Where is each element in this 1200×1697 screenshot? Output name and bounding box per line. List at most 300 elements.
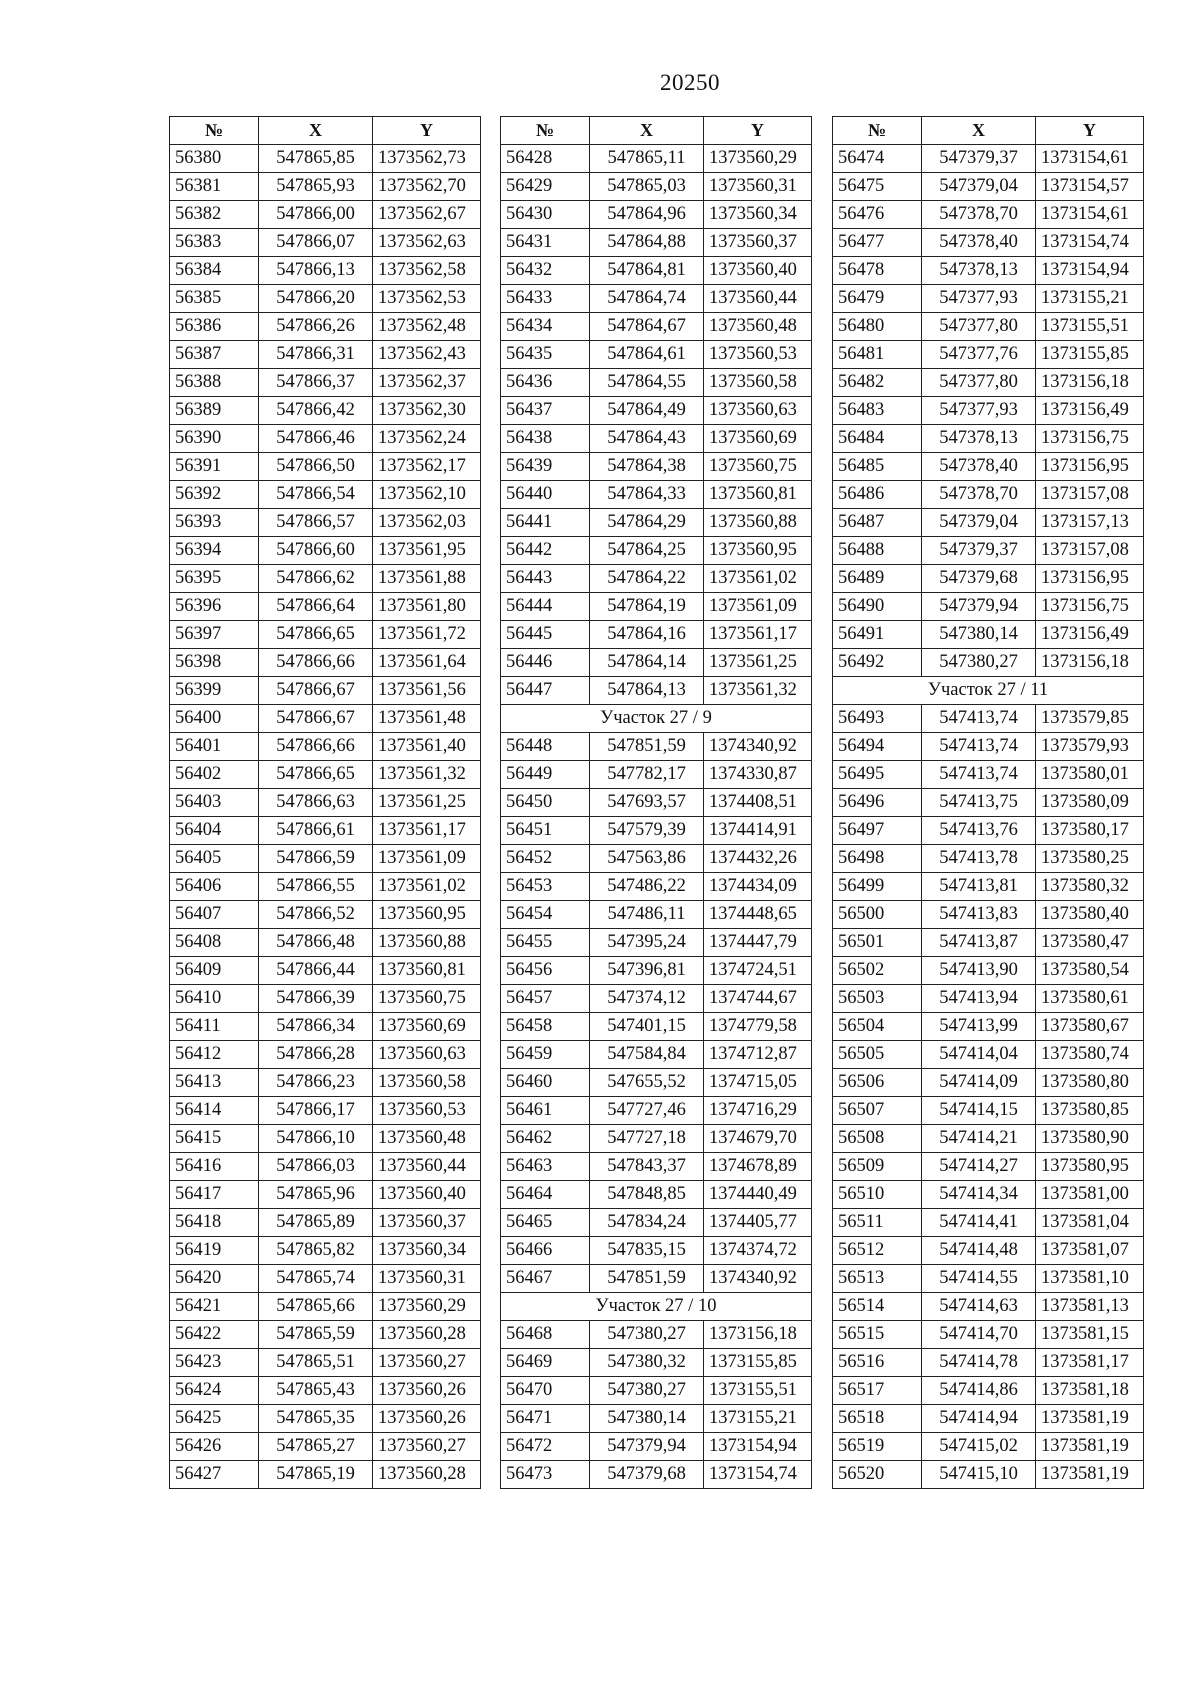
table-row: [833, 201, 1144, 229]
table-row: [170, 761, 481, 789]
point-number-cell: 56441: [501, 509, 590, 537]
table-row: [501, 1013, 812, 1041]
point-number-cell: 56408: [170, 929, 259, 957]
table-row: [833, 1069, 1144, 1097]
x-coordinate-cell: 547866,23: [259, 1069, 373, 1097]
table-row: [170, 285, 481, 313]
point-number-cell: 56511: [833, 1209, 922, 1237]
x-coordinate-cell: 547378,40: [922, 453, 1036, 481]
section-header-row: [833, 677, 1144, 705]
table-row: [833, 285, 1144, 313]
table-row: [833, 481, 1144, 509]
point-number-cell: 56445: [501, 621, 590, 649]
point-number-cell: 56481: [833, 341, 922, 369]
table-row: [833, 593, 1144, 621]
table-row: [501, 369, 812, 397]
table-row: [170, 229, 481, 257]
y-coordinate-cell: 1373155,21: [704, 1405, 812, 1433]
x-coordinate-cell: 547866,67: [259, 705, 373, 733]
point-number-cell: 56398: [170, 649, 259, 677]
y-coordinate-cell: 1373561,56: [373, 677, 481, 705]
x-coordinate-cell: 547866,34: [259, 1013, 373, 1041]
point-number-cell: 56422: [170, 1321, 259, 1349]
table-row: [170, 901, 481, 929]
x-coordinate-cell: 547866,13: [259, 257, 373, 285]
point-number-cell: 56417: [170, 1181, 259, 1209]
x-coordinate-cell: 547377,93: [922, 397, 1036, 425]
table-row: [170, 1265, 481, 1293]
table-row: [501, 761, 812, 789]
x-coordinate-cell: 547865,51: [259, 1349, 373, 1377]
header-number: №: [833, 117, 922, 145]
y-coordinate-cell: 1373157,08: [1036, 481, 1144, 509]
point-number-cell: 56484: [833, 425, 922, 453]
table-row: [170, 369, 481, 397]
table-row: [833, 1293, 1144, 1321]
y-coordinate-cell: 1373156,95: [1036, 565, 1144, 593]
table-row: [833, 621, 1144, 649]
x-coordinate-cell: 547866,67: [259, 677, 373, 705]
x-coordinate-cell: 547864,81: [590, 257, 704, 285]
x-coordinate-cell: 547864,88: [590, 229, 704, 257]
table-row: [501, 537, 812, 565]
point-number-cell: 56459: [501, 1041, 590, 1069]
x-coordinate-cell: 547866,10: [259, 1125, 373, 1153]
point-number-cell: 56383: [170, 229, 259, 257]
table-row: [501, 845, 812, 873]
y-coordinate-cell: 1373154,74: [704, 1461, 812, 1489]
x-coordinate-cell: 547378,13: [922, 425, 1036, 453]
x-coordinate-cell: 547851,59: [590, 1265, 704, 1293]
x-coordinate-cell: 547413,90: [922, 957, 1036, 985]
table-row: [501, 481, 812, 509]
point-number-cell: 56460: [501, 1069, 590, 1097]
table-row: [833, 817, 1144, 845]
table-row: [170, 1405, 481, 1433]
point-number-cell: 56471: [501, 1405, 590, 1433]
coordinates-table-1: [169, 116, 481, 1489]
point-number-cell: 56442: [501, 537, 590, 565]
table-row: [501, 817, 812, 845]
y-coordinate-cell: 1373560,44: [373, 1153, 481, 1181]
table-row: [501, 565, 812, 593]
x-coordinate-cell: 547693,57: [590, 789, 704, 817]
y-coordinate-cell: 1373560,88: [704, 509, 812, 537]
point-number-cell: 56510: [833, 1181, 922, 1209]
table-row: [170, 593, 481, 621]
header-y: Y: [704, 117, 812, 145]
x-coordinate-cell: 547379,37: [922, 537, 1036, 565]
table-row: [501, 1041, 812, 1069]
table-row: [170, 1349, 481, 1377]
x-coordinate-cell: 547865,85: [259, 145, 373, 173]
table-row: [501, 509, 812, 537]
table-row: [833, 873, 1144, 901]
table-row: [501, 621, 812, 649]
table-row: [501, 1461, 812, 1489]
x-coordinate-cell: 547413,83: [922, 901, 1036, 929]
table-row: [170, 201, 481, 229]
x-coordinate-cell: 547413,99: [922, 1013, 1036, 1041]
y-coordinate-cell: 1373560,63: [704, 397, 812, 425]
point-number-cell: 56388: [170, 369, 259, 397]
header-y: Y: [1036, 117, 1144, 145]
x-coordinate-cell: 547380,27: [922, 649, 1036, 677]
table-row: [501, 1181, 812, 1209]
table-row: [501, 1321, 812, 1349]
x-coordinate-cell: 547401,15: [590, 1013, 704, 1041]
point-number-cell: 56516: [833, 1349, 922, 1377]
x-coordinate-cell: 547414,86: [922, 1377, 1036, 1405]
y-coordinate-cell: 1373580,54: [1036, 957, 1144, 985]
x-coordinate-cell: 547866,66: [259, 649, 373, 677]
x-coordinate-cell: 547379,68: [590, 1461, 704, 1489]
point-number-cell: 56421: [170, 1293, 259, 1321]
point-number-cell: 56500: [833, 901, 922, 929]
header-x: X: [259, 117, 373, 145]
table-row: [833, 957, 1144, 985]
y-coordinate-cell: 1373154,57: [1036, 173, 1144, 201]
x-coordinate-cell: 547866,62: [259, 565, 373, 593]
y-coordinate-cell: 1374447,79: [704, 929, 812, 957]
y-coordinate-cell: 1374374,72: [704, 1237, 812, 1265]
y-coordinate-cell: 1373560,40: [704, 257, 812, 285]
table-row: [170, 1153, 481, 1181]
x-coordinate-cell: 547866,44: [259, 957, 373, 985]
y-coordinate-cell: 1373561,88: [373, 565, 481, 593]
y-coordinate-cell: 1373157,08: [1036, 537, 1144, 565]
x-coordinate-cell: 547866,31: [259, 341, 373, 369]
y-coordinate-cell: 1373156,49: [1036, 621, 1144, 649]
point-number-cell: 56436: [501, 369, 590, 397]
table-row: [170, 145, 481, 173]
x-coordinate-cell: 547843,37: [590, 1153, 704, 1181]
point-number-cell: 56437: [501, 397, 590, 425]
table-row: [501, 901, 812, 929]
x-coordinate-cell: 547866,59: [259, 845, 373, 873]
x-coordinate-cell: 547866,63: [259, 789, 373, 817]
point-number-cell: 56399: [170, 677, 259, 705]
table-row: [501, 425, 812, 453]
point-number-cell: 56480: [833, 313, 922, 341]
point-number-cell: 56469: [501, 1349, 590, 1377]
table-row: [170, 1013, 481, 1041]
y-coordinate-cell: 1373154,61: [1036, 145, 1144, 173]
x-coordinate-cell: 547413,78: [922, 845, 1036, 873]
point-number-cell: 56396: [170, 593, 259, 621]
x-coordinate-cell: 547864,49: [590, 397, 704, 425]
y-coordinate-cell: 1374432,26: [704, 845, 812, 873]
table-row: [170, 649, 481, 677]
section-title: Участок 27 / 11: [833, 677, 1144, 705]
point-number-cell: 56515: [833, 1321, 922, 1349]
point-number-cell: 56416: [170, 1153, 259, 1181]
table-row: [501, 397, 812, 425]
y-coordinate-cell: 1373156,49: [1036, 397, 1144, 425]
point-number-cell: 56413: [170, 1069, 259, 1097]
point-number-cell: 56432: [501, 257, 590, 285]
y-coordinate-cell: 1373581,18: [1036, 1377, 1144, 1405]
y-coordinate-cell: 1373561,72: [373, 621, 481, 649]
x-coordinate-cell: 547866,65: [259, 621, 373, 649]
point-number-cell: 56401: [170, 733, 259, 761]
y-coordinate-cell: 1373155,51: [704, 1377, 812, 1405]
y-coordinate-cell: 1373581,00: [1036, 1181, 1144, 1209]
table-row: [501, 341, 812, 369]
table-row: [170, 1377, 481, 1405]
x-coordinate-cell: 547414,15: [922, 1097, 1036, 1125]
point-number-cell: 56424: [170, 1377, 259, 1405]
x-coordinate-cell: 547414,70: [922, 1321, 1036, 1349]
point-number-cell: 56499: [833, 873, 922, 901]
point-number-cell: 56403: [170, 789, 259, 817]
table-row: [170, 481, 481, 509]
y-coordinate-cell: 1373581,04: [1036, 1209, 1144, 1237]
y-coordinate-cell: 1373561,32: [373, 761, 481, 789]
x-coordinate-cell: 547486,11: [590, 901, 704, 929]
y-coordinate-cell: 1373562,70: [373, 173, 481, 201]
point-number-cell: 56428: [501, 145, 590, 173]
table-row: [501, 593, 812, 621]
y-coordinate-cell: 1373560,53: [704, 341, 812, 369]
table-row: [170, 173, 481, 201]
x-coordinate-cell: 547864,25: [590, 537, 704, 565]
point-number-cell: 56451: [501, 817, 590, 845]
table-row: [833, 565, 1144, 593]
point-number-cell: 56461: [501, 1097, 590, 1125]
y-coordinate-cell: 1373581,19: [1036, 1433, 1144, 1461]
y-coordinate-cell: 1373580,01: [1036, 761, 1144, 789]
y-coordinate-cell: 1373581,15: [1036, 1321, 1144, 1349]
x-coordinate-cell: 547864,29: [590, 509, 704, 537]
x-coordinate-cell: 547378,70: [922, 201, 1036, 229]
table-row: [170, 509, 481, 537]
table-row: [170, 1209, 481, 1237]
x-coordinate-cell: 547414,04: [922, 1041, 1036, 1069]
y-coordinate-cell: 1373155,21: [1036, 285, 1144, 313]
y-coordinate-cell: 1373154,74: [1036, 229, 1144, 257]
y-coordinate-cell: 1373581,10: [1036, 1265, 1144, 1293]
y-coordinate-cell: 1373580,40: [1036, 901, 1144, 929]
x-coordinate-cell: 547579,39: [590, 817, 704, 845]
table-row: [833, 313, 1144, 341]
table-row: [170, 789, 481, 817]
table-row: [833, 845, 1144, 873]
table-row: [170, 1041, 481, 1069]
y-coordinate-cell: 1374779,58: [704, 1013, 812, 1041]
x-coordinate-cell: 547865,82: [259, 1237, 373, 1265]
x-coordinate-cell: 547413,81: [922, 873, 1036, 901]
table-row: [170, 621, 481, 649]
y-coordinate-cell: 1373562,03: [373, 509, 481, 537]
point-number-cell: 56458: [501, 1013, 590, 1041]
x-coordinate-cell: 547380,14: [590, 1405, 704, 1433]
y-coordinate-cell: 1373562,10: [373, 481, 481, 509]
y-coordinate-cell: 1374724,51: [704, 957, 812, 985]
table-row: [501, 1237, 812, 1265]
x-coordinate-cell: 547866,26: [259, 313, 373, 341]
y-coordinate-cell: 1373560,58: [704, 369, 812, 397]
x-coordinate-cell: 547864,33: [590, 481, 704, 509]
y-coordinate-cell: 1373560,48: [373, 1125, 481, 1153]
x-coordinate-cell: 547864,67: [590, 313, 704, 341]
table-row: [501, 1433, 812, 1461]
point-number-cell: 56446: [501, 649, 590, 677]
point-number-cell: 56418: [170, 1209, 259, 1237]
x-coordinate-cell: 547374,12: [590, 985, 704, 1013]
x-coordinate-cell: 547865,89: [259, 1209, 373, 1237]
x-coordinate-cell: 547864,96: [590, 201, 704, 229]
x-coordinate-cell: 547584,84: [590, 1041, 704, 1069]
point-number-cell: 56507: [833, 1097, 922, 1125]
x-coordinate-cell: 547866,48: [259, 929, 373, 957]
header-number: №: [501, 117, 590, 145]
x-coordinate-cell: 547864,43: [590, 425, 704, 453]
x-coordinate-cell: 547415,10: [922, 1461, 1036, 1489]
x-coordinate-cell: 547413,94: [922, 985, 1036, 1013]
table-row: [170, 341, 481, 369]
y-coordinate-cell: 1373580,67: [1036, 1013, 1144, 1041]
x-coordinate-cell: 547413,74: [922, 705, 1036, 733]
point-number-cell: 56508: [833, 1125, 922, 1153]
table-row: [833, 397, 1144, 425]
table-row: [170, 1097, 481, 1125]
x-coordinate-cell: 547866,54: [259, 481, 373, 509]
point-number-cell: 56478: [833, 257, 922, 285]
table-row: [833, 257, 1144, 285]
point-number-cell: 56385: [170, 285, 259, 313]
point-number-cell: 56456: [501, 957, 590, 985]
point-number-cell: 56467: [501, 1265, 590, 1293]
y-coordinate-cell: 1373580,25: [1036, 845, 1144, 873]
y-coordinate-cell: 1373562,30: [373, 397, 481, 425]
y-coordinate-cell: 1373156,18: [1036, 649, 1144, 677]
x-coordinate-cell: 547866,66: [259, 733, 373, 761]
x-coordinate-cell: 547378,70: [922, 481, 1036, 509]
x-coordinate-cell: 547866,60: [259, 537, 373, 565]
y-coordinate-cell: 1373561,09: [373, 845, 481, 873]
table-row: [501, 1209, 812, 1237]
table-row: [501, 873, 812, 901]
y-coordinate-cell: 1373580,47: [1036, 929, 1144, 957]
point-number-cell: 56449: [501, 761, 590, 789]
y-coordinate-cell: 1373560,26: [373, 1405, 481, 1433]
section-header-row: [501, 705, 812, 733]
point-number-cell: 56488: [833, 537, 922, 565]
y-coordinate-cell: 1374414,91: [704, 817, 812, 845]
point-number-cell: 56439: [501, 453, 590, 481]
point-number-cell: 56490: [833, 593, 922, 621]
y-coordinate-cell: 1373561,17: [373, 817, 481, 845]
x-coordinate-cell: 547413,87: [922, 929, 1036, 957]
point-number-cell: 56431: [501, 229, 590, 257]
x-coordinate-cell: 547866,61: [259, 817, 373, 845]
y-coordinate-cell: 1373561,02: [704, 565, 812, 593]
y-coordinate-cell: 1373562,73: [373, 145, 481, 173]
header-x: X: [590, 117, 704, 145]
x-coordinate-cell: 547414,21: [922, 1125, 1036, 1153]
table-row: [833, 145, 1144, 173]
y-coordinate-cell: 1373560,28: [373, 1461, 481, 1489]
table-row: [501, 257, 812, 285]
point-number-cell: 56520: [833, 1461, 922, 1489]
table-row: [833, 1125, 1144, 1153]
table-row: [501, 789, 812, 817]
point-number-cell: 56517: [833, 1377, 922, 1405]
y-coordinate-cell: 1373560,28: [373, 1321, 481, 1349]
x-coordinate-cell: 547848,85: [590, 1181, 704, 1209]
y-coordinate-cell: 1373155,85: [1036, 341, 1144, 369]
point-number-cell: 56502: [833, 957, 922, 985]
table-row: [833, 929, 1144, 957]
y-coordinate-cell: 1373562,17: [373, 453, 481, 481]
x-coordinate-cell: 547865,43: [259, 1377, 373, 1405]
point-number-cell: 56405: [170, 845, 259, 873]
point-number-cell: 56512: [833, 1237, 922, 1265]
table-row: [833, 453, 1144, 481]
table-row: [501, 173, 812, 201]
point-number-cell: 56498: [833, 845, 922, 873]
y-coordinate-cell: 1373581,07: [1036, 1237, 1144, 1265]
point-number-cell: 56447: [501, 677, 590, 705]
x-coordinate-cell: 547865,11: [590, 145, 704, 173]
x-coordinate-cell: 547864,16: [590, 621, 704, 649]
point-number-cell: 56406: [170, 873, 259, 901]
table-row: [833, 1321, 1144, 1349]
x-coordinate-cell: 547379,04: [922, 173, 1036, 201]
table-row: [833, 537, 1144, 565]
x-coordinate-cell: 547396,81: [590, 957, 704, 985]
table-row: [170, 257, 481, 285]
y-coordinate-cell: 1373156,75: [1036, 593, 1144, 621]
x-coordinate-cell: 547864,61: [590, 341, 704, 369]
y-coordinate-cell: 1373562,43: [373, 341, 481, 369]
x-coordinate-cell: 547864,14: [590, 649, 704, 677]
x-coordinate-cell: 547378,13: [922, 257, 1036, 285]
y-coordinate-cell: 1373155,51: [1036, 313, 1144, 341]
point-number-cell: 56519: [833, 1433, 922, 1461]
point-number-cell: 56453: [501, 873, 590, 901]
point-number-cell: 56407: [170, 901, 259, 929]
point-number-cell: 56489: [833, 565, 922, 593]
y-coordinate-cell: 1373561,25: [704, 649, 812, 677]
table-row: [833, 789, 1144, 817]
y-coordinate-cell: 1373580,61: [1036, 985, 1144, 1013]
x-coordinate-cell: 547414,63: [922, 1293, 1036, 1321]
x-coordinate-cell: 547866,17: [259, 1097, 373, 1125]
table-row: [833, 1349, 1144, 1377]
y-coordinate-cell: 1374448,65: [704, 901, 812, 929]
y-coordinate-cell: 1373560,31: [704, 173, 812, 201]
y-coordinate-cell: 1373156,18: [1036, 369, 1144, 397]
section-title: Участок 27 / 10: [501, 1293, 812, 1321]
x-coordinate-cell: 547414,09: [922, 1069, 1036, 1097]
table-row: [833, 1041, 1144, 1069]
x-coordinate-cell: 547866,65: [259, 761, 373, 789]
x-coordinate-cell: 547864,38: [590, 453, 704, 481]
header-y: Y: [373, 117, 481, 145]
point-number-cell: 56395: [170, 565, 259, 593]
point-number-cell: 56392: [170, 481, 259, 509]
x-coordinate-cell: 547415,02: [922, 1433, 1036, 1461]
table-row: [833, 705, 1144, 733]
y-coordinate-cell: 1373560,58: [373, 1069, 481, 1097]
point-number-cell: 56504: [833, 1013, 922, 1041]
x-coordinate-cell: 547380,27: [590, 1321, 704, 1349]
y-coordinate-cell: 1374712,87: [704, 1041, 812, 1069]
table-row: [833, 369, 1144, 397]
point-number-cell: 56501: [833, 929, 922, 957]
